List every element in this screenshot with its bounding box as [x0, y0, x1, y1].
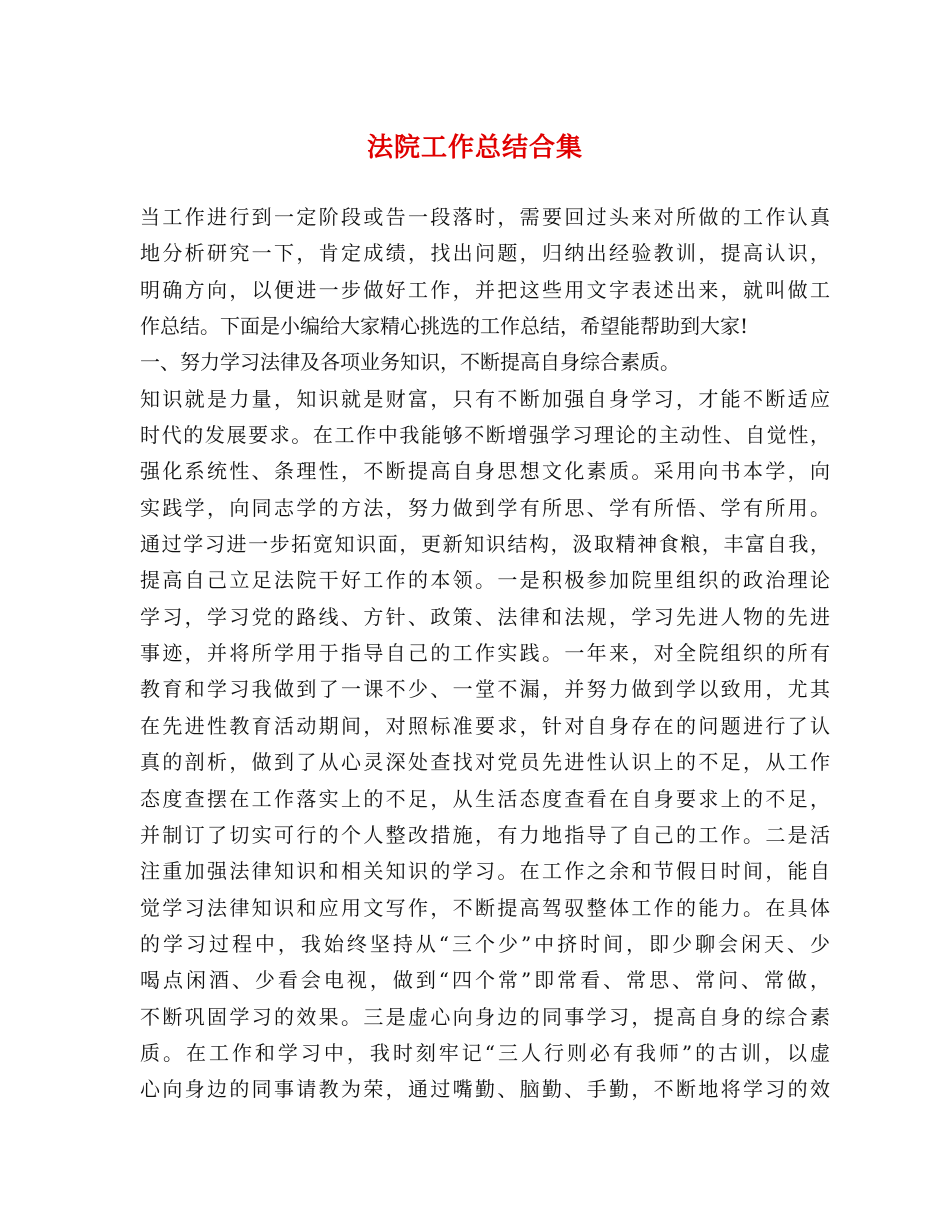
body-line: 在先进性教育活动期间，对照标准要求，针对自身存在的问题进行了认	[140, 713, 830, 738]
body-line: 当工作进行到一定阶段或告一段落时，需要回过头来对所做的工作认真	[140, 205, 830, 229]
body-line: 心向身边的同事请教为荣，通过嘴勤、脑勤、手勤，不断地将学习的效	[140, 1077, 830, 1102]
body-line: 提高自己立足法院干好工作的本领。一是积极参加院里组织的政治理论	[140, 568, 830, 593]
body-line: 学习，学习党的路线、方针、政策、法律和法规，学习先进人物的先进	[140, 604, 830, 629]
body-line: 事迹，并将所学用于指导自己的工作实践。一年来，对全院组织的所有	[140, 641, 830, 666]
body-line: 质。在工作和学习中，我时刻牢记“三人行则必有我师”的古训，以虚	[140, 1040, 830, 1065]
body-line: 明确方向，以便进一步做好工作，并把这些用文字表述出来，就叫做工	[140, 277, 830, 302]
body-line: 不断巩固学习的效果。三是虚心向身边的同事学习，提高自身的综合素	[140, 1004, 830, 1029]
body-line: 知识就是力量，知识就是财富，只有不断加强自身学习，才能不断适应	[140, 386, 830, 411]
body-line: 的学习过程中，我始终坚持从“三个少”中挤时间，即少聊会闲天、少	[140, 931, 830, 956]
body-line: 觉学习法律知识和应用文写作，不断提高驾驭整体工作的能力。在具体	[140, 895, 830, 920]
body-line: 作总结。下面是小编给大家精心挑选的工作总结，希望能帮助到大家!	[140, 314, 749, 339]
body-line: 教育和学习我做到了一课不少、一堂不漏，并努力做到学以致用，尤其	[140, 677, 830, 702]
body-line: 通过学习进一步拓宽知识面，更新知识结构，汲取精神食粮，丰富自我，	[140, 532, 830, 557]
body-line: 态度查摆在工作落实上的不足，从生活态度查看在自身要求上的不足，	[140, 786, 830, 811]
body-line: 喝点闲酒、少看会电视，做到“四个常”即常看、常思、常问、常做，	[140, 968, 830, 993]
body-line: 注重加强法律知识和相关知识的学习。在工作之余和节假日时间，能自	[140, 859, 830, 884]
body-line: 强化系统性、条理性，不断提高自身思想文化素质。采用向书本学，向	[140, 459, 830, 484]
body-line: 地分析研究一下，肯定成绩，找出问题，归纳出经验教训，提高认识，	[140, 241, 830, 266]
body-line: 一、努力学习法律及各项业务知识，不断提高自身综合素质。	[140, 350, 680, 375]
body-line: 时代的发展要求。在工作中我能够不断增强学习理论的主动性、自觉性，	[140, 423, 830, 448]
document-body	[140, 199, 830, 1108]
document-title: 法院工作总结合集	[366, 133, 583, 163]
body-line: 真的剖析，做到了从心灵深处查找对党员先进性认识上的不足，从工作	[140, 750, 830, 775]
body-line: 并制订了切实可行的个人整改措施，有力地指导了自己的工作。二是活	[140, 822, 830, 847]
body-line: 实践学，向同志学的方法，努力做到学有所思、学有所悟、学有所用。	[140, 495, 830, 520]
